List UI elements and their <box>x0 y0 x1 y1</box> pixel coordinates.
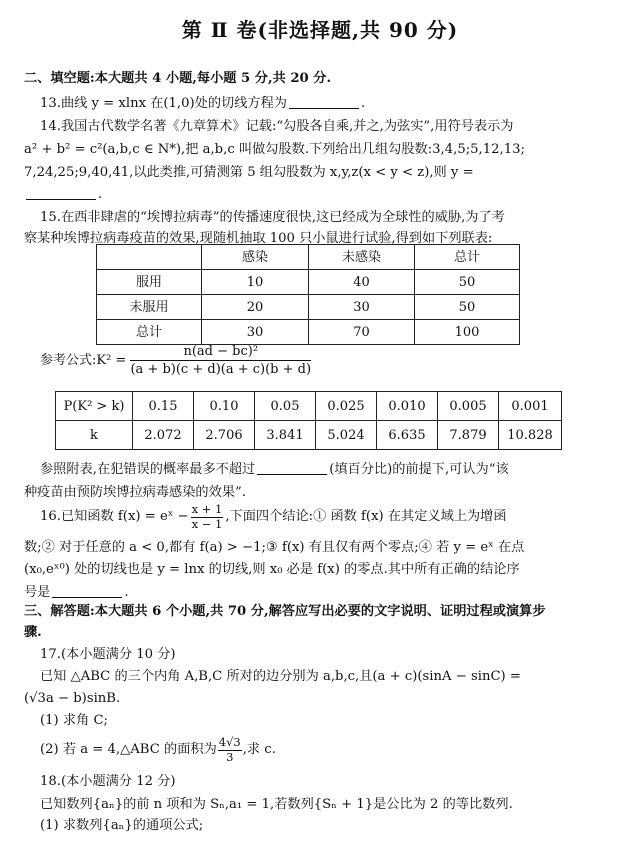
q17-part-2: (2) 若 a = 4,△ABC 的面积为 $\frac{4√3}{3}$ ,求 c. <box>40 735 276 764</box>
reference-formula <box>40 345 311 376</box>
page-title: 第 Ⅱ 卷(非选择题,共 90 分) <box>181 18 459 42</box>
q16-line-3: (x₀,eˣ⁰) 处的切线也是 y = lnx 的切线,则 x₀ 必是 f(x) 的零点.其中所有正确的结论序 <box>24 562 520 577</box>
question-13: 13.曲线 y = xlnx 在(1,0)处的切线方程为 . <box>40 96 366 111</box>
q13-answer-blank[interactable] <box>289 96 359 109</box>
table-row: 总计 30 70 100 <box>97 320 520 345</box>
q16-answer-blank[interactable] <box>52 585 122 598</box>
critical-value-table <box>55 391 562 450</box>
table-header-cell <box>97 245 202 270</box>
formula-label: 参考公式:K² = <box>40 353 127 368</box>
q14-line-3: 7,24,25;9,40,41,以此类推,可猜测第 5 组勾股数为 x,y,z(x < y < z),则 y = <box>24 165 474 180</box>
q17-line-1: 已知 △ABC 的三个内角 A,B,C 所对的边分别为 a,b,c,且(a + c)(sinA − sinC) = <box>40 669 521 684</box>
q16-line-2: 数;② 对于任意的 a < 0,都有 f(a) > −1;③ f(x) 有且仅有两个零点;④ 若 y = eˣ 在点 <box>24 540 525 555</box>
q15-line-4: 种疫苗由预防埃博拉病毒感染的效果”. <box>24 485 246 500</box>
formula-denominator: (a + b)(c + d)(a + c)(b + d) <box>130 362 312 377</box>
section-3-heading-line-1: 三、解答题:本大题共 6 个小题,共 70 分,解答应写出必要的文字说明、证明过程或演算步 <box>24 604 546 619</box>
formula-numerator: n(ad − bc)² <box>130 345 311 361</box>
q15-line-1: 15.在西非肆虐的“埃博拉病毒”的传播速度很快,这已经成为全球性的威胁,为了考 <box>40 210 505 225</box>
q17-line-2: (√3a − b)sinB. <box>24 691 121 706</box>
q16-line-1: 16.已知函数 f(x) = eˣ − $\frac{x + 1}{x - 1}$ ,下面四个结论:① 函数 f(x) 在其定义域上为增函 <box>40 502 507 531</box>
section-2-heading: 二、填空题:本大题共 4 小题,每小题 5 分,共 20 分. <box>24 71 332 86</box>
table-row: 服用 10 40 50 <box>97 270 520 295</box>
q17-area-fraction: $\frac{4√3}{3}$ <box>218 735 241 764</box>
q14-line-2: a² + b² = c²(a,b,c ∈ N*),把 a,b,c 叫做勾股数.下列给出几组勾股数:3,4,5;5,12,13; <box>24 142 525 157</box>
q15-line-2: 察某种埃博拉病毒疫苗的效果,现随机抽取 100 只小鼠进行试验,得到如下列联表: <box>24 231 493 246</box>
q16-line-4: 号是 . <box>24 585 129 600</box>
q17-part-1: (1) 求角 C; <box>40 713 108 728</box>
q16-fraction: $\frac{x + 1}{x - 1}$ <box>191 502 223 531</box>
section-3-heading-line-2: 骤. <box>24 625 42 640</box>
q13-text: 13.曲线 y = xlnx 在(1,0)处的切线方程为 <box>40 96 287 111</box>
table-header-cell: 未感染 <box>309 245 415 270</box>
q18-header: 18.(本小题满分 12 分) <box>40 774 176 789</box>
q18-part-1: (1) 求数列{aₙ}的通项公式; <box>40 818 204 833</box>
table-row: 未服用 20 30 50 <box>97 295 520 320</box>
table-header-cell: 总计 <box>415 245 520 270</box>
table-header-cell: 感染 <box>202 245 309 270</box>
q14-line-1: 14.我国古代数学名著《九章算术》记载:“勾股各自乘,并之,为弦实”,用符号表示为 <box>40 119 514 134</box>
q18-line-1: 已知数列{aₙ}的前 n 项和为 Sₙ,a₁ = 1,若数列{Sₙ + 1}是公比为 2 的等比数列. <box>40 797 513 812</box>
q15-line-3: 参照附表,在犯错误的概率最多不超过 (填百分比)的前提下,可认为“该 <box>40 462 509 477</box>
formula-fraction <box>130 345 311 376</box>
q17-header: 17.(本小题满分 10 分) <box>40 647 176 662</box>
q14-answer-blank[interactable] <box>26 187 96 200</box>
table-row: P(K² > k) 0.15 0.10 0.05 0.025 0.010 0.005 0.001 <box>56 392 562 421</box>
contingency-table <box>96 244 520 345</box>
q14-line-4: . <box>24 187 620 201</box>
q15-answer-blank[interactable] <box>257 462 327 475</box>
table-row: k 2.072 2.706 3.841 5.024 6.635 7.879 10.828 <box>56 421 562 450</box>
